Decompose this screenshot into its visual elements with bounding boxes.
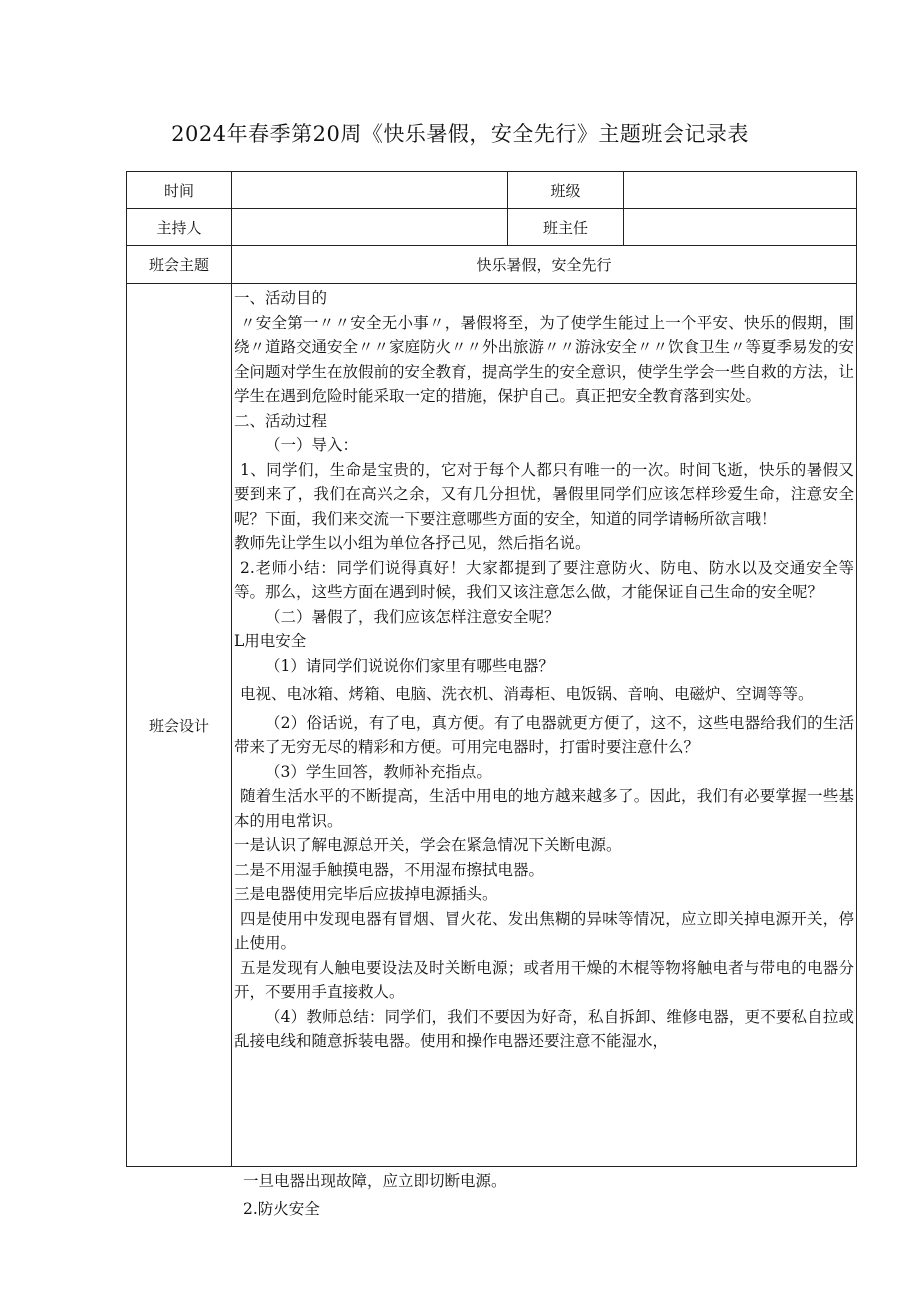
table-row: [127, 246, 857, 284]
paragraph: 〃安全第一〃〃安全无小事〃，暑假将至，为了使学生能过上一个平安、快乐的假期，围绕〃道路交通安全〃〃家庭防火〃〃外出旅游〃〃游泳安全〃〃饮食卫生〃等夏季易发的安全问题对学生在放假前的安全教育，提高学生的安全意识，使学生学会一些自救的方法，让学生在遇到危险时能采取一定的措施，保护自己。真正把安全教育落到实处。: [234, 313, 855, 405]
trailing-heading: 2.防火安全: [243, 1200, 320, 1218]
time-value: [232, 172, 508, 209]
host-label: 主持人: [127, 209, 232, 246]
theme-value: 快乐暑假，安全先行: [232, 246, 857, 284]
paragraph: （4）教师总结：同学们，我们不要因为好奇，私自拆卸、维修电器，更不要私自拉或乱接电线和随意拆装电器。使用和操作电器还要注意不能湿水，: [234, 1007, 854, 1050]
head-teacher-label: 班主任: [508, 209, 624, 246]
table-row: [127, 284, 857, 1167]
sub-heading: （二）暑假了，我们应该怎样注意安全呢？: [265, 607, 560, 626]
paragraph: （2）俗话说，有了电，真方便。有了电器就更方便了，这不，这些电器给我们的生活带来了无穷无尽的精彩和方便。可用完电器时，打雷时要注意什么？: [234, 713, 854, 756]
paragraph: 电视、电冰箱、烤箱、电脑、洗衣机、消毒柜、电饭锅、音响、电磁炉、空调等等。: [240, 685, 814, 703]
list-item: 五是发现有人触电要设法及时关断电源；或者用干燥的木棍等物将触电者与带电的电器分开，不要用手直接救人。: [234, 958, 854, 1001]
class-value: [624, 172, 857, 209]
paragraph: 1、同学们，生命是宝贵的，它对于每个人都只有唯一的一次。时间飞逝，快乐的暑假又要到来了，我们在高兴之余，又有几分担忧，暑假里同学们应该怎样珍爱生命，注意安全呢？下面，我们来交流一下要注意哪些方面的安全，知道的同学请畅所欲言哦！: [234, 460, 854, 528]
class-label: 班级: [508, 172, 624, 209]
section-heading: 一、活动目的: [234, 289, 328, 307]
list-item: 四是使用中发现电器有冒烟、冒火花、发出焦糊的异味等情况，应立即关掉电源开关，停止使用。: [234, 909, 854, 952]
list-item: 二是不用湿手触摸电器，不用湿布擦拭电器。: [234, 860, 545, 879]
section-heading: 二、活动过程: [234, 411, 328, 430]
sub-heading: L用电安全: [234, 632, 307, 650]
theme-label: 班会主题: [127, 246, 232, 284]
design-content: [232, 284, 857, 1167]
paragraph: （1）请同学们说说你们家里有哪些电器？: [265, 656, 554, 675]
design-label: 班会设计: [127, 284, 232, 1167]
list-item: 一是认识了解电源总开关，学会在紧急情况下关断电源。: [234, 836, 622, 854]
paragraph: 随着生活水平的不断提高，生活中用电的地方越来越多了。因此，我们有必要掌握一些基本的用电常识。: [234, 787, 854, 830]
table-row: [127, 172, 857, 209]
head-teacher-value: [624, 209, 857, 246]
time-label: 时间: [127, 172, 232, 209]
table-row: [127, 209, 857, 246]
sub-heading: （一）导入：: [265, 436, 359, 454]
paragraph: （3）学生回答，教师补充指点。: [265, 762, 492, 781]
page-title: 2024年春季第20周《快乐暑假，安全先行》主题班会记录表: [171, 122, 749, 146]
paragraph: 教师先让学生以小组为单位各抒己见，然后指名说。: [234, 534, 591, 552]
record-table: [126, 171, 857, 1167]
paragraph: 2.老师小结：同学们说得真好！大家都提到了要注意防火、防电、防水以及交通安全等等。那么，这些方面在遇到时候，我们又该注意怎么做，才能保证自己生命的安全呢？: [234, 558, 854, 601]
trailing-paragraph: 一旦电器出现故障，应立即切断电源。: [243, 1172, 507, 1190]
host-value: [232, 209, 508, 246]
list-item: 三是电器使用完毕后应拔掉电源插头。: [234, 885, 498, 903]
